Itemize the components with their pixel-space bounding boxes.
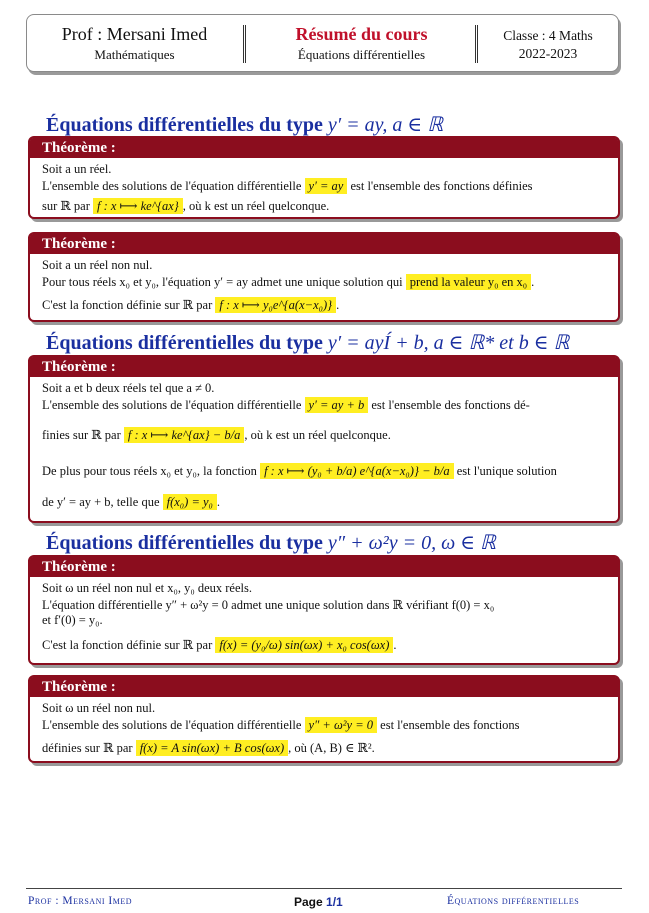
section-title-2 <box>46 330 569 355</box>
highlight: y″ + ω²y = 0 <box>305 717 378 733</box>
theorem-line: L'équation différentielle y″ + ω²y = 0 admet une unique solution dans ℝ vérifiant f(0) = x₀ <box>42 598 495 612</box>
header-left <box>27 15 242 71</box>
highlight: y′ = ay <box>305 178 348 194</box>
footer-author: Prof : Mersani Imed <box>28 895 133 907</box>
theorem-box-4 <box>28 555 620 665</box>
section-title-3 <box>46 530 496 555</box>
theorem-line: De plus pour tous réels x₀ et y₀, la fonction f : x ⟼ (y₀ + b/a) e^{a(x−x₀)} − b/a est l'unique solution <box>42 464 557 478</box>
school-year: 2022-2023 <box>518 46 578 61</box>
theorem-line: sur ℝ par f : x ⟼ ke^{ax} , où k est un réel quelconque. <box>42 199 330 213</box>
theorem-box-3 <box>28 355 620 523</box>
section-title-text: Équations différentielles du type <box>46 532 328 554</box>
theorem-line: définies sur ℝ par f(x) = A sin(ωx) + B cos(ωx) , où (A, B) ∈ ℝ². <box>42 741 375 755</box>
theorem-line: C'est la fonction définie sur ℝ par f : x ⟼ y₀e^{a(x−x₀)} . <box>42 298 340 312</box>
section-title-math: y′ = ayÍ + b, a ∈ ℝ* et b ∈ ℝ <box>327 332 570 354</box>
theorem-label: Théorème : <box>30 557 618 577</box>
highlight: y′ = ay + b <box>305 397 369 413</box>
theorem-line: Soit ω un réel non nul. <box>42 701 156 715</box>
section-title-math: y′ = ay, a ∈ ℝ <box>327 114 444 136</box>
theorem-label: Théorème : <box>30 677 618 697</box>
theorem-label: Théorème : <box>30 138 618 158</box>
highlight: f : x ⟼ (y₀ + b/a) e^{a(x−x₀)} − b/a <box>260 463 454 479</box>
footer-title: Équations différentielles <box>447 895 580 907</box>
header-box <box>26 14 619 72</box>
theorem-box-1 <box>28 136 620 219</box>
theorem-label: Théorème : <box>30 357 618 377</box>
doc-title: Résumé du cours <box>295 24 428 44</box>
theorem-line: finies sur ℝ par f : x ⟼ ke^{ax} − b/a , où k est un réel quelconque. <box>42 428 391 442</box>
theorem-line: et f′(0) = y₀. <box>42 613 103 627</box>
theorem-line: L'ensemble des solutions de l'équation différentielle y′ = ay + b est l'ensemble des fonctions dé- <box>42 398 530 412</box>
section-title-1 <box>46 112 443 137</box>
section-title-text: Équations différentielles du type <box>46 114 328 136</box>
theorem-box-2 <box>28 232 620 322</box>
theorem-line: Soit ω un réel non nul et x₀, y₀ deux réels. <box>42 581 252 595</box>
theorem-line: L'ensemble des solutions de l'équation différentielle y″ + ω²y = 0 est l'ensemble des fonctions <box>42 718 520 732</box>
page-label: Page <box>294 895 327 909</box>
theorem-line: Soit a et b deux réels tel que a ≠ 0. <box>42 381 215 395</box>
class-label: Classe : 4 Maths <box>503 28 593 43</box>
subject: Mathématiques <box>94 47 175 62</box>
theorem-line: C'est la fonction définie sur ℝ par f(x) = (y₀/ω) sin(ωx) + x₀ cos(ωx) . <box>42 638 397 652</box>
highlight: f : x ⟼ ke^{ax} <box>93 198 183 214</box>
theorem-line: Soit a un réel. <box>42 162 112 176</box>
doc-subtitle: Équations différentielles <box>297 47 426 62</box>
section-title-math: y″ + ω²y = 0, ω ∈ ℝ <box>327 532 496 554</box>
theorem-line: Soit a un réel non nul. <box>42 258 153 272</box>
highlight: prend la valeur y₀ en x₀ <box>406 274 531 290</box>
footer-page <box>294 895 343 909</box>
page-number: 1/1 <box>326 895 343 909</box>
theorem-line: Pour tous réels x₀ et y₀, l'équation y′ = ay admet une unique solution qui prend la valeur y₀ en x₀ . <box>42 275 535 289</box>
highlight: f : x ⟼ y₀e^{a(x−x₀)} <box>215 297 336 313</box>
highlight: f : x ⟼ ke^{ax} − b/a <box>124 427 244 443</box>
author-name: Prof : Mersani Imed <box>61 24 208 44</box>
theorem-line: L'ensemble des solutions de l'équation différentielle y′ = ay est l'ensemble des fonctions définies <box>42 179 533 193</box>
highlight: f(x₀) = y₀ <box>163 494 217 510</box>
theorem-box-5 <box>28 675 620 763</box>
header-center <box>249 15 474 71</box>
theorem-line: de y′ = ay + b, telle que f(x₀) = y₀ . <box>42 495 221 509</box>
header-separator <box>243 25 246 63</box>
header-separator <box>475 25 478 63</box>
footer-rule <box>26 888 622 889</box>
highlight: f(x) = A sin(ωx) + B cos(ωx) <box>136 740 288 756</box>
section-title-text: Équations différentielles du type <box>46 332 328 354</box>
header-right <box>479 15 617 71</box>
theorem-label: Théorème : <box>30 234 618 254</box>
highlight: f(x) = (y₀/ω) sin(ωx) + x₀ cos(ωx) <box>215 637 393 653</box>
